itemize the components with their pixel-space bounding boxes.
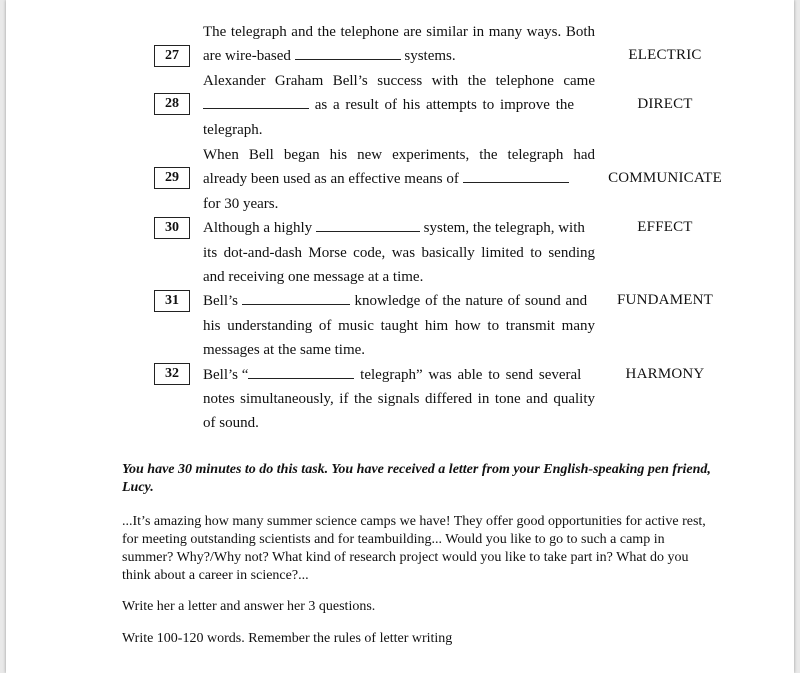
item-31-number-box: 31 — [154, 290, 190, 312]
item-31-line-2: his understanding of music taught him how to transmit many — [203, 318, 595, 334]
writing-task-instruction-line-1: You have 30 minutes to do this task. You have received a letter from your English-speaking pen friend, — [122, 462, 711, 477]
item-32-text-after: telegraph” was able to send several — [354, 367, 582, 383]
item-28-number-box: 28 — [154, 93, 190, 115]
item-28-line-3: telegraph. — [203, 122, 263, 138]
item-32-answer-blank[interactable] — [248, 366, 354, 379]
item-29-number-box: 29 — [154, 167, 190, 189]
item-27-line-1: The telegraph and the telephone are similar in many ways. Both — [203, 24, 595, 40]
item-31-line-3: messages at the same time. — [203, 342, 366, 358]
item-28-line-1: Alexander Graham Bell’s success with the telephone came — [203, 73, 595, 89]
item-32-line-1 — [203, 366, 595, 384]
item-28-text-after: as a result of his attempts to improve the — [309, 97, 575, 113]
item-27-text-before: are wire-based — [203, 48, 295, 64]
item-31-answer-word: FUNDAMENT — [617, 292, 713, 308]
item-31-answer-blank[interactable] — [242, 292, 350, 305]
item-32-answer-word: HARMONY — [625, 366, 705, 382]
item-30-answer-blank[interactable] — [316, 219, 420, 232]
item-31-text-before: Bell’s — [203, 293, 242, 309]
item-30-line-1 — [203, 219, 595, 237]
item-27-line-2 — [203, 47, 595, 65]
item-31-line-1 — [203, 292, 595, 310]
item-32-line-2: notes simultaneously, if the signals differed in tone and quality — [203, 391, 595, 407]
item-30-number-box: 30 — [154, 217, 190, 239]
document-page — [6, 0, 794, 673]
item-29-line-2 — [203, 170, 595, 188]
item-30-line-3: and receiving one message at a time. — [203, 269, 424, 285]
item-30-text-before: Although a highly — [203, 220, 316, 236]
item-32-line-3: of sound. — [203, 415, 259, 431]
item-30-text-after: system, the telegraph, with — [419, 220, 585, 236]
writing-task-word-count-line: Write 100-120 words. Remember the rules of letter writing — [122, 631, 453, 646]
pen-friend-letter-line-4: think about a career in science?... — [122, 568, 309, 583]
item-28-answer-word: DIRECT — [637, 96, 693, 112]
writing-task-instruction-line-2: Lucy. — [122, 480, 154, 495]
item-30-line-2: its dot-and-dash Morse code, was basically limited to sending — [203, 245, 595, 261]
item-27-answer-blank[interactable] — [295, 47, 401, 60]
pen-friend-letter-line-1: ...It’s amazing how many summer science camps we have! They offer good opportunities for active rest, — [122, 514, 706, 529]
item-30-answer-word: EFFECT — [637, 219, 693, 235]
item-27-text-after: systems. — [400, 48, 456, 64]
item-28-answer-blank[interactable] — [203, 96, 309, 109]
item-32-text-before: Bell’s “ — [203, 367, 249, 383]
pen-friend-letter-line-2: for meeting outstanding scientists and for teambuilding... Would you like to go to such a camp in — [122, 532, 665, 547]
item-29-answer-word: COMMUNICATE — [608, 170, 722, 186]
item-32-number-box: 32 — [154, 363, 190, 385]
pen-friend-letter-line-3: summer? Why?/Why not? What kind of research project would you like to take part in? What do you — [122, 550, 689, 565]
item-29-answer-blank[interactable] — [463, 170, 569, 183]
item-31-text-after: knowledge of the nature of sound and — [349, 293, 588, 309]
item-27-number-box: 27 — [154, 45, 190, 67]
writing-task-questions-line: Write her a letter and answer her 3 questions. — [122, 599, 376, 614]
item-29-line-3: for 30 years. — [203, 196, 279, 212]
item-28-line-2 — [203, 96, 595, 114]
item-27-answer-word: ELECTRIC — [628, 47, 702, 63]
item-29-text-before: already been used as an effective means of — [203, 171, 463, 187]
item-29-line-1: When Bell began his new experiments, the telegraph had — [203, 147, 595, 163]
